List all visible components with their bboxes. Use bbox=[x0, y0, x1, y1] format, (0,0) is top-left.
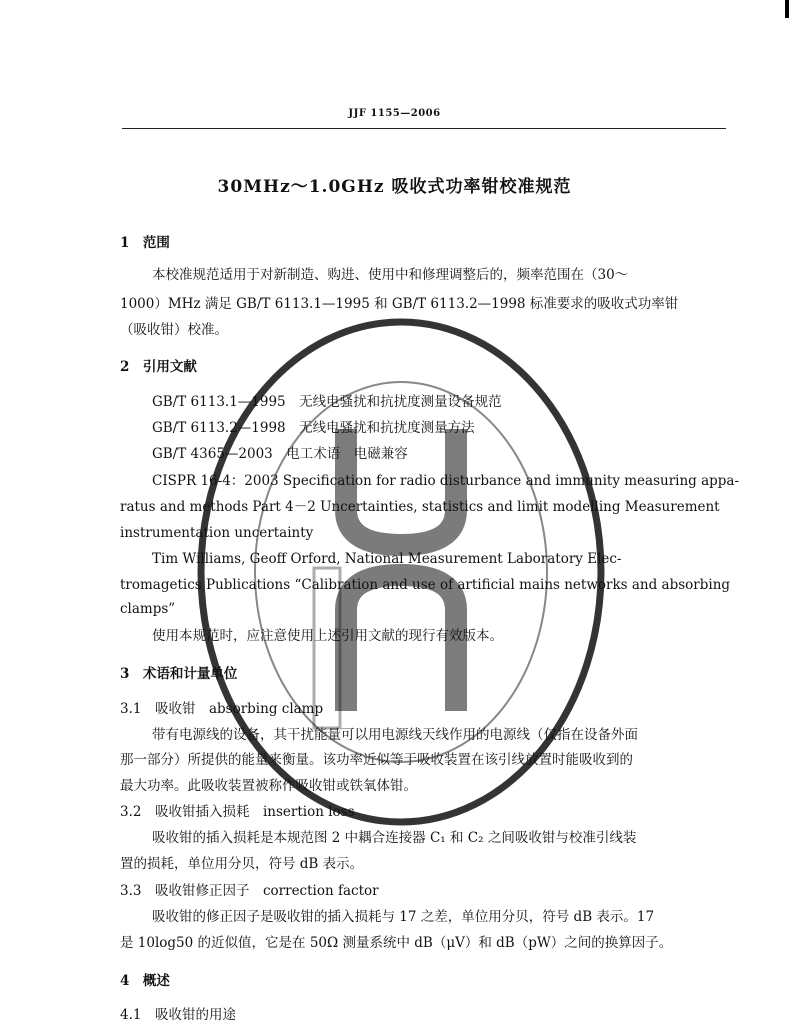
subsection-heading: 4.1 吸收钳的用途 bbox=[120, 1007, 236, 1023]
header-rule bbox=[122, 128, 726, 129]
section-heading: 2 引用文献 bbox=[120, 359, 197, 375]
paragraph-line: 最大功率。此吸收装置被称作吸收钳或铁氧体钳。 bbox=[120, 778, 417, 794]
paragraph-line: 置的损耗，单位用分贝，符号 dB 表示。 bbox=[120, 856, 364, 872]
reference-item: GB/T 6113.2—1998 无线电骚扰和抗扰度测量方法 bbox=[152, 420, 475, 436]
paragraph-line: 带有电源线的设备，其干扰能量可以用电源线天线作用的电源线（仅指在设备外面 bbox=[152, 727, 638, 743]
paragraph-line: 本校准规范适用于对新制造、购进、使用中和修理调整后的，频率范围在（30～ bbox=[152, 267, 629, 283]
section-heading: 4 概述 bbox=[120, 973, 170, 989]
subsection-heading: 3.3 吸收钳修正因子 correction factor bbox=[120, 883, 379, 899]
document-title: 30MHz～1.0GHz 吸收式功率钳校准规范 bbox=[217, 177, 572, 197]
section-heading: 3 术语和计量单位 bbox=[120, 666, 238, 682]
paragraph-line: 使用本规范时，应注意使用上述引用文献的现行有效版本。 bbox=[152, 628, 503, 644]
reference-item: instrumentation uncertainty bbox=[120, 525, 314, 541]
scan-edge-mark bbox=[785, 0, 789, 18]
paragraph-line: 那一部分）所提供的能量来衡量。该功率近似等于吸收装置在该引线放置时能吸收到的 bbox=[120, 752, 633, 768]
paragraph-line: （吸收钳）校准。 bbox=[120, 322, 228, 338]
paragraph-line: 吸收钳的插入损耗是本规范图 2 中耦合连接器 C₁ 和 C₂ 之间吸收钳与校准引线装 bbox=[152, 830, 637, 846]
reference-item: clamps” bbox=[120, 601, 176, 617]
reference-item: tromagetics Publications “Calibration and use of artificial mains networks and absorbing bbox=[120, 577, 731, 593]
reference-item: ratus and methods Part 4－2 Uncertainties, statistics and limit modelling Measurement bbox=[120, 499, 720, 515]
reference-item: GB/T 6113.1—1995 无线电骚扰和抗扰度测量设备规范 bbox=[152, 394, 502, 410]
paragraph-line: 1000）MHz 满足 GB/T 6113.1—1995 和 GB/T 6113.2—1998 标准要求的吸收式功率钳 bbox=[120, 296, 679, 312]
subsection-heading: 3.1 吸收钳 absorbing clamp bbox=[120, 701, 324, 717]
section-heading: 1 范围 bbox=[120, 235, 170, 251]
subsection-heading: 3.2 吸收钳插入损耗 insertion loss bbox=[120, 804, 355, 820]
reference-item: CISPR 16-4：2003 Specification for radio disturbance and immunity measuring appa- bbox=[152, 473, 740, 489]
paragraph-line: 吸收钳的修正因子是吸收钳的插入损耗与 17 之差，单位用分贝，符号 dB 表示。17 bbox=[152, 909, 655, 925]
paragraph-line: 是 10log50 的近似值，它是在 50Ω 测量系统中 dB（μV）和 dB（pW）之间的换算因子。 bbox=[120, 935, 673, 951]
standard-code-header: JJF 1155—2006 bbox=[348, 108, 441, 119]
reference-item: Tim Williams, Geoff Orford, National Measurement Laboratory Elec- bbox=[152, 551, 622, 567]
reference-item: GB/T 4365—2003 电工术语 电磁兼容 bbox=[152, 446, 408, 462]
